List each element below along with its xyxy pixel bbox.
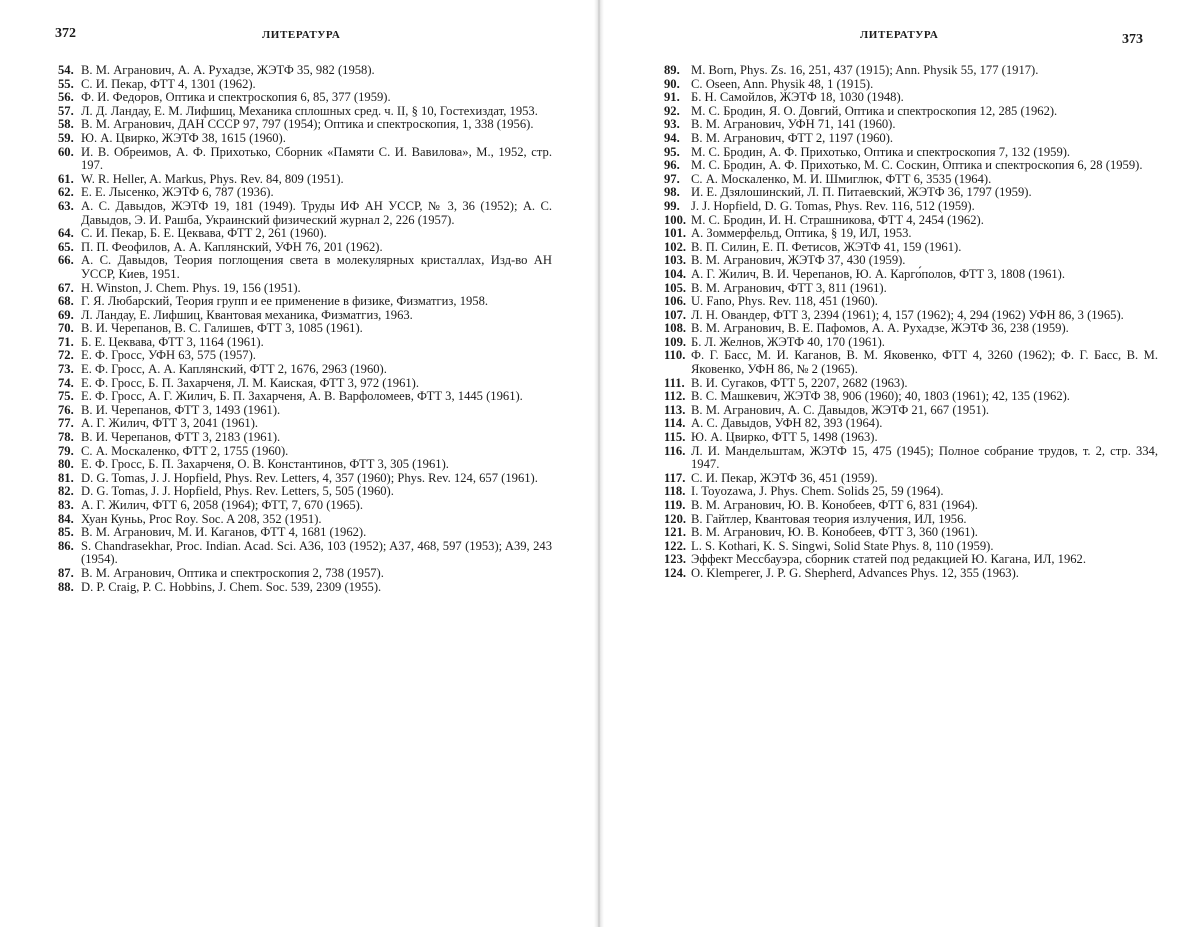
reference-text: А. Г. Жилич, В. И. Черепанов, Ю. А. Карго́полов, ФТТ 3, 1808 (1961). — [691, 266, 1066, 281]
reference-number: 55. — [58, 76, 74, 91]
reference-text: В. М. Агранович, В. Е. Пафомов, А. А. Рухадзе, ЖЭТФ 36, 238 (1959). — [691, 321, 1069, 336]
reference-entry — [664, 349, 1158, 376]
reference-entry — [58, 581, 552, 595]
reference-text: O. Klemperer, J. P. G. Shepherd, Advances Phys. 12, 355 (1963). — [691, 565, 1019, 580]
reference-entry — [664, 118, 1158, 132]
reference-entry — [58, 132, 552, 146]
reference-entry — [664, 540, 1158, 554]
reference-entry — [58, 186, 552, 200]
reference-number: 74. — [58, 375, 74, 390]
reference-entry — [664, 282, 1158, 296]
left-page — [0, 0, 596, 927]
reference-entry — [664, 377, 1158, 391]
reference-text: D. G. Tomas, J. J. Hopfield, Phys. Rev. Letters, 5, 505 (1960). — [81, 484, 394, 499]
reference-number: 75. — [58, 389, 74, 404]
reference-entry — [58, 241, 552, 255]
reference-text: П. П. Феофилов, А. А. Каплянский, УФН 76, 201 (1962). — [81, 239, 383, 254]
reference-number: 119. — [664, 498, 686, 512]
reference-number: 69. — [58, 307, 74, 322]
reference-number: 78. — [58, 430, 74, 445]
reference-entry — [58, 282, 552, 296]
reference-number: 104. — [664, 266, 687, 281]
reference-entry — [58, 200, 552, 227]
reference-text: А. С. Давыдов, ЖЭТФ 19, 181 (1949). Труды ИФ АН УССР, № 3, 36 (1952); А. С. Давыдов, Э. И. Рашба, Украинский физический журнал 2, 226 (1957). — [81, 198, 552, 227]
reference-text: М. С. Бродин, И. Н. Страшникова, ФТТ 4, 2454 (1962). — [691, 212, 984, 227]
reference-text: В. М. Агранович, М. И. Каганов, ФТТ 4, 1681 (1962). — [81, 525, 367, 540]
reference-number: 113. — [664, 402, 686, 417]
reference-number: 114. — [664, 416, 686, 431]
reference-number: 63. — [58, 198, 74, 213]
running-title: ЛИТЕРАТУРА — [860, 29, 939, 41]
reference-number: 93. — [664, 117, 680, 132]
reference-text: Б. Л. Желнов, ЖЭТФ 40, 170 (1961). — [691, 334, 885, 349]
reference-number: 120. — [664, 511, 687, 526]
reference-number: 100. — [664, 212, 687, 227]
reference-list — [58, 64, 552, 594]
reference-entry — [58, 390, 552, 404]
reference-text: Хуан Куньь, Proc Roy. Soc. A 208, 352 (1951). — [81, 511, 322, 526]
reference-text: Е. Ф. Гросс, А. А. Каплянский, ФТТ 2, 1676, 2963 (1960). — [81, 362, 387, 377]
reference-entry — [664, 146, 1158, 160]
reference-text: D. G. Tomas, J. J. Hopfield, Phys. Rev. Letters, 4, 357 (1960); Phys. Rev. 124, 657 (1961). — [81, 470, 538, 485]
reference-number: 58. — [58, 117, 74, 132]
reference-text: Г. Я. Любарский, Теория групп и ее применение в физике, Физматгиз, 1958. — [81, 294, 489, 309]
reference-entry — [58, 105, 552, 119]
reference-entry — [58, 363, 552, 377]
reference-text: А. С. Давыдов, Теория поглощения света в молекулярных кристаллах, Изд-во АН УССР, Киев, 1951. — [81, 253, 552, 281]
reference-text: В. М. Агранович, Ю. В. Конобеев, ФТТ 6, 831 (1964). — [691, 498, 978, 512]
reference-number: 117. — [664, 470, 686, 485]
reference-number: 107. — [664, 307, 687, 322]
reference-number: 66. — [58, 253, 74, 268]
page-number: 373 — [1122, 32, 1143, 47]
reference-entry — [664, 322, 1158, 336]
reference-text: А. Г. Жилич, ФТТ 3, 2041 (1961). — [81, 416, 259, 431]
reference-entry — [58, 513, 552, 527]
reference-text: U. Fano, Phys. Rev. 118, 451 (1960). — [691, 294, 878, 309]
reference-entry — [664, 336, 1158, 350]
reference-entry — [58, 349, 552, 363]
reference-entry — [664, 567, 1158, 581]
reference-number: 56. — [58, 90, 74, 105]
reference-entry — [58, 295, 552, 309]
reference-text: И. Е. Дзялошинский, Л. П. Питаевский, ЖЭТФ 36, 1797 (1959). — [691, 185, 1032, 200]
reference-entry — [664, 214, 1158, 228]
reference-entry — [58, 173, 552, 187]
reference-number: 67. — [58, 280, 74, 295]
reference-number: 61. — [58, 171, 74, 186]
reference-number: 101. — [664, 226, 687, 241]
reference-entry — [664, 254, 1158, 268]
reference-number: 122. — [664, 538, 687, 553]
reference-number: 83. — [58, 498, 74, 512]
reference-text: В. И. Черепанов, В. С. Галишев, ФТТ 3, 1085 (1961). — [81, 321, 363, 336]
reference-entry — [58, 309, 552, 323]
reference-number: 54. — [58, 63, 74, 77]
reference-entry — [58, 146, 552, 173]
reference-text: В. М. Агранович, ФТТ 3, 811 (1961). — [691, 280, 887, 295]
reference-text: I. Toyozawa, J. Phys. Chem. Solids 25, 59 (1964). — [691, 484, 944, 499]
reference-text: С. А. Москаленко, М. И. Шмиглюк, ФТТ 6, 3535 (1964). — [691, 171, 992, 186]
reference-number: 80. — [58, 457, 74, 472]
reference-entry — [664, 241, 1158, 255]
reference-text: В. М. Агранович, УФН 71, 141 (1960). — [691, 117, 896, 132]
reference-entry — [58, 118, 552, 132]
reference-entry — [664, 553, 1158, 567]
reference-entry — [58, 567, 552, 581]
reference-text: S. Chandrasekhar, Proc. Indian. Acad. Sci. A36, 103 (1952); A37, 468, 597 (1953); A39, 243 (1954). — [81, 538, 552, 567]
reference-text: М. С. Бродин, А. Ф. Прихотько, Оптика и спектроскопия 7, 132 (1959). — [691, 144, 1071, 159]
reference-text: Ф. И. Федоров, Оптика и спектроскопия 6, 85, 377 (1959). — [81, 90, 391, 105]
reference-number: 109. — [664, 334, 687, 349]
reference-number: 89. — [664, 63, 680, 77]
reference-number: 88. — [58, 579, 74, 594]
reference-text: М. С. Бродин, Я. О. Довгий, Оптика и спектроскопия 12, 285 (1962). — [691, 103, 1058, 118]
reference-entry — [664, 186, 1158, 200]
reference-number: 98. — [664, 185, 680, 200]
reference-text: Б. Е. Цеквава, ФТТ 3, 1164 (1961). — [81, 334, 264, 349]
reference-text: W. R. Heller, A. Markus, Phys. Rev. 84, 809 (1951). — [81, 171, 344, 186]
reference-number: 79. — [58, 443, 74, 458]
reference-entry — [664, 431, 1158, 445]
reference-text: D. P. Craig, P. C. Hobbins, J. Chem. Soc. 539, 2309 (1955). — [81, 579, 382, 594]
reference-entry — [664, 417, 1158, 431]
reference-entry — [664, 472, 1158, 486]
reference-number: 105. — [664, 280, 687, 295]
reference-entry — [664, 105, 1158, 119]
reference-number: 77. — [58, 416, 74, 431]
reference-text: С. А. Москаленко, ФТТ 2, 1755 (1960). — [81, 443, 289, 458]
reference-text: Эффект Мессбауэра, сборник статей под редакцией Ю. Кагана, ИЛ, 1962. — [691, 552, 1086, 567]
reference-number: 108. — [664, 321, 687, 336]
reference-number: 124. — [664, 565, 687, 580]
reference-entry — [58, 254, 552, 281]
reference-number: 96. — [664, 158, 680, 173]
reference-entry — [58, 404, 552, 418]
reference-text: С. И. Пекар, Б. Е. Цеквава, ФТТ 2, 261 (1960). — [81, 226, 327, 241]
reference-number: 60. — [58, 144, 74, 159]
reference-text: Е. Е. Лысенко, ЖЭТФ 6, 787 (1936). — [81, 185, 274, 200]
reference-text: M. Born, Phys. Zs. 16, 251, 437 (1915); Ann. Physik 55, 177 (1917). — [691, 63, 1039, 77]
reference-number: 73. — [58, 362, 74, 377]
reference-entry — [664, 309, 1158, 323]
reference-text: Ф. Г. Басс, М. И. Каганов, В. М. Яковенко, ФТТ 4, 3260 (1962); Ф. Г. Басс, В. М. Яковенко, УФН 86, № 2 (1965). — [691, 348, 1158, 377]
reference-list — [664, 64, 1158, 581]
reference-entry — [664, 159, 1158, 173]
reference-number: 116. — [664, 443, 686, 458]
reference-entry — [664, 513, 1158, 527]
reference-entry — [58, 485, 552, 499]
reference-entry — [58, 377, 552, 391]
reference-text: В. Гайтлер, Квантовая теория излучения, ИЛ, 1956. — [691, 511, 967, 526]
reference-entry — [664, 499, 1158, 513]
reference-text: H. Winston, J. Chem. Phys. 19, 156 (1951). — [81, 280, 301, 295]
reference-number: 84. — [58, 511, 74, 526]
reference-number: 110. — [664, 348, 686, 363]
reference-entry — [58, 431, 552, 445]
reference-text: В. М. Агранович, А. А. Рухадзе, ЖЭТФ 35, 982 (1958). — [81, 63, 375, 77]
reference-number: 91. — [664, 90, 680, 105]
reference-text: Ю. А. Цвирко, ФТТ 5, 1498 (1963). — [691, 430, 878, 445]
reference-number: 68. — [58, 294, 74, 309]
reference-entry — [664, 227, 1158, 241]
reference-text: Л. Н. Овандер, ФТТ 3, 2394 (1961); 4, 157 (1962); 4, 294 (1962) УФН 86, 3 (1965). — [691, 307, 1124, 322]
reference-text: В. М. Агранович, ФТТ 2, 1197 (1960). — [691, 130, 894, 145]
reference-entry — [664, 485, 1158, 499]
reference-text: L. S. Kothari, K. S. Singwi, Solid State Phys. 8, 110 (1959). — [691, 538, 994, 553]
reference-number: 85. — [58, 525, 74, 540]
reference-text: С. И. Пекар, ФТТ 4, 1301 (1962). — [81, 76, 256, 91]
reference-number: 118. — [664, 484, 686, 499]
reference-number: 115. — [664, 430, 686, 445]
reference-number: 65. — [58, 239, 74, 254]
reference-text: А. Зоммерфельд, Оптика, § 19, ИЛ, 1953. — [691, 226, 912, 241]
reference-text: С. И. Пекар, ЖЭТФ 36, 451 (1959). — [691, 470, 878, 485]
reference-number: 112. — [664, 389, 686, 404]
reference-number: 103. — [664, 253, 687, 268]
reference-text: Л. Ландау, Е. Лифшиц, Квантовая механика, Физматгиз, 1963. — [81, 307, 413, 322]
reference-entry — [58, 227, 552, 241]
reference-text: В. М. Агранович, ДАН СССР 97, 797 (1954); Оптика и спектроскопия, 1, 338 (1956). — [81, 117, 534, 132]
reference-entry — [664, 295, 1158, 309]
reference-entry — [58, 336, 552, 350]
reference-number: 72. — [58, 348, 74, 363]
reference-number: 123. — [664, 552, 687, 567]
reference-text: Е. Ф. Гросс, Б. П. Захарченя, О. В. Константинов, ФТТ 3, 305 (1961). — [81, 457, 449, 472]
reference-entry — [664, 173, 1158, 187]
reference-entry — [58, 417, 552, 431]
reference-text: В. И. Сугаков, ФТТ 5, 2207, 2682 (1963). — [691, 375, 908, 390]
reference-text: И. В. Обреимов, А. Ф. Прихотько, Сборник «Памяти С. И. Вавилова», М., 1952, стр. 197. — [81, 144, 552, 173]
reference-entry — [58, 458, 552, 472]
reference-entry — [58, 445, 552, 459]
reference-number: 71. — [58, 334, 74, 349]
reference-text: В. И. Черепанов, ФТТ 3, 2183 (1961). — [81, 430, 281, 445]
reference-number: 59. — [58, 130, 74, 145]
reference-entry — [664, 268, 1158, 282]
reference-entry — [58, 540, 552, 567]
reference-text: Л. И. Мандельштам, ЖЭТФ 15, 475 (1945); Полное собрание трудов, т. 2, стр. 334, 1947. — [691, 443, 1158, 472]
reference-number: 86. — [58, 538, 74, 553]
reference-text: В. М. Агранович, ЖЭТФ 37, 430 (1959). — [691, 253, 906, 268]
reference-number: 57. — [58, 103, 74, 118]
reference-text: В. С. Машкевич, ЖЭТФ 38, 906 (1960); 40, 1803 (1961); 42, 135 (1962). — [691, 389, 1070, 404]
reference-entry — [58, 91, 552, 105]
reference-text: J. J. Hopfield, D. G. Tomas, Phys. Rev. 116, 512 (1959). — [691, 198, 975, 213]
reference-number: 87. — [58, 565, 74, 580]
reference-number: 92. — [664, 103, 680, 118]
reference-text: М. С. Бродин, А. Ф. Прихотько, М. С. Соскин, Оптика и спектроскопия 6, 28 (1959). — [691, 158, 1143, 173]
right-page — [604, 0, 1200, 927]
reference-number: 121. — [664, 525, 687, 540]
reference-entry — [664, 132, 1158, 146]
reference-entry — [58, 472, 552, 486]
reference-number: 82. — [58, 484, 74, 499]
reference-number: 70. — [58, 321, 74, 336]
reference-entry — [58, 499, 552, 513]
reference-entry — [58, 78, 552, 92]
reference-text: А. С. Давыдов, УФН 82, 393 (1964). — [691, 416, 883, 431]
reference-text: В. М. Агранович, А. С. Давыдов, ЖЭТФ 21, 667 (1951). — [691, 402, 990, 417]
reference-text: Е. Ф. Гросс, УФН 63, 575 (1957). — [81, 348, 256, 363]
reference-text: Б. Н. Самойлов, ЖЭТФ 18, 1030 (1948). — [691, 90, 904, 105]
reference-text: Ю. А. Цвирко, ЖЭТФ 38, 1615 (1960). — [81, 130, 286, 145]
reference-number: 95. — [664, 144, 680, 159]
reference-entry — [664, 404, 1158, 418]
reference-text: А. Г. Жилич, ФТТ 6, 2058 (1964); ФТТ, 7, 670 (1965). — [81, 498, 363, 512]
reference-entry — [664, 200, 1158, 214]
reference-number: 97. — [664, 171, 680, 186]
reference-entry — [664, 526, 1158, 540]
reference-text: Е. Ф. Гросс, Б. П. Захарченя, Л. М. Каиская, ФТТ 3, 972 (1961). — [81, 375, 420, 390]
reference-number: 94. — [664, 130, 680, 145]
reference-entry — [58, 526, 552, 540]
reference-number: 62. — [58, 185, 74, 200]
reference-entry — [58, 322, 552, 336]
reference-text: В. М. Агранович, Оптика и спектроскопия 2, 738 (1957). — [81, 565, 384, 580]
book-gutter — [594, 0, 604, 927]
reference-number: 111. — [664, 375, 685, 390]
reference-text: В. П. Силин, Е. П. Фетисов, ЖЭТФ 41, 159 (1961). — [691, 239, 962, 254]
reference-number: 90. — [664, 76, 680, 91]
reference-number: 106. — [664, 294, 687, 309]
reference-entry — [664, 390, 1158, 404]
reference-text: В. М. Агранович, Ю. В. Конобеев, ФТТ 3, 360 (1961). — [691, 525, 978, 540]
reference-text: C. Oseen, Ann. Physik 48, 1 (1915). — [691, 76, 874, 91]
reference-number: 99. — [664, 198, 680, 213]
reference-number: 81. — [58, 470, 74, 485]
reference-text: Е. Ф. Гросс, А. Г. Жилич, Б. П. Захарченя, А. В. Варфоломеев, ФТТ 3, 1445 (1961). — [81, 389, 523, 404]
reference-entry — [58, 64, 552, 78]
page-number: 372 — [55, 26, 76, 41]
reference-entry — [664, 91, 1158, 105]
reference-entry — [664, 78, 1158, 92]
reference-number: 76. — [58, 402, 74, 417]
reference-entry — [664, 64, 1158, 78]
reference-text: В. И. Черепанов, ФТТ 3, 1493 (1961). — [81, 402, 281, 417]
reference-entry — [664, 445, 1158, 472]
reference-text: Л. Д. Ландау, Е. М. Лифшиц, Механика сплошных сред. ч. II, § 10, Гостехиздат, 1953. — [81, 103, 538, 118]
reference-number: 64. — [58, 226, 74, 241]
reference-number: 102. — [664, 239, 687, 254]
running-title: ЛИТЕРАТУРА — [262, 29, 341, 41]
